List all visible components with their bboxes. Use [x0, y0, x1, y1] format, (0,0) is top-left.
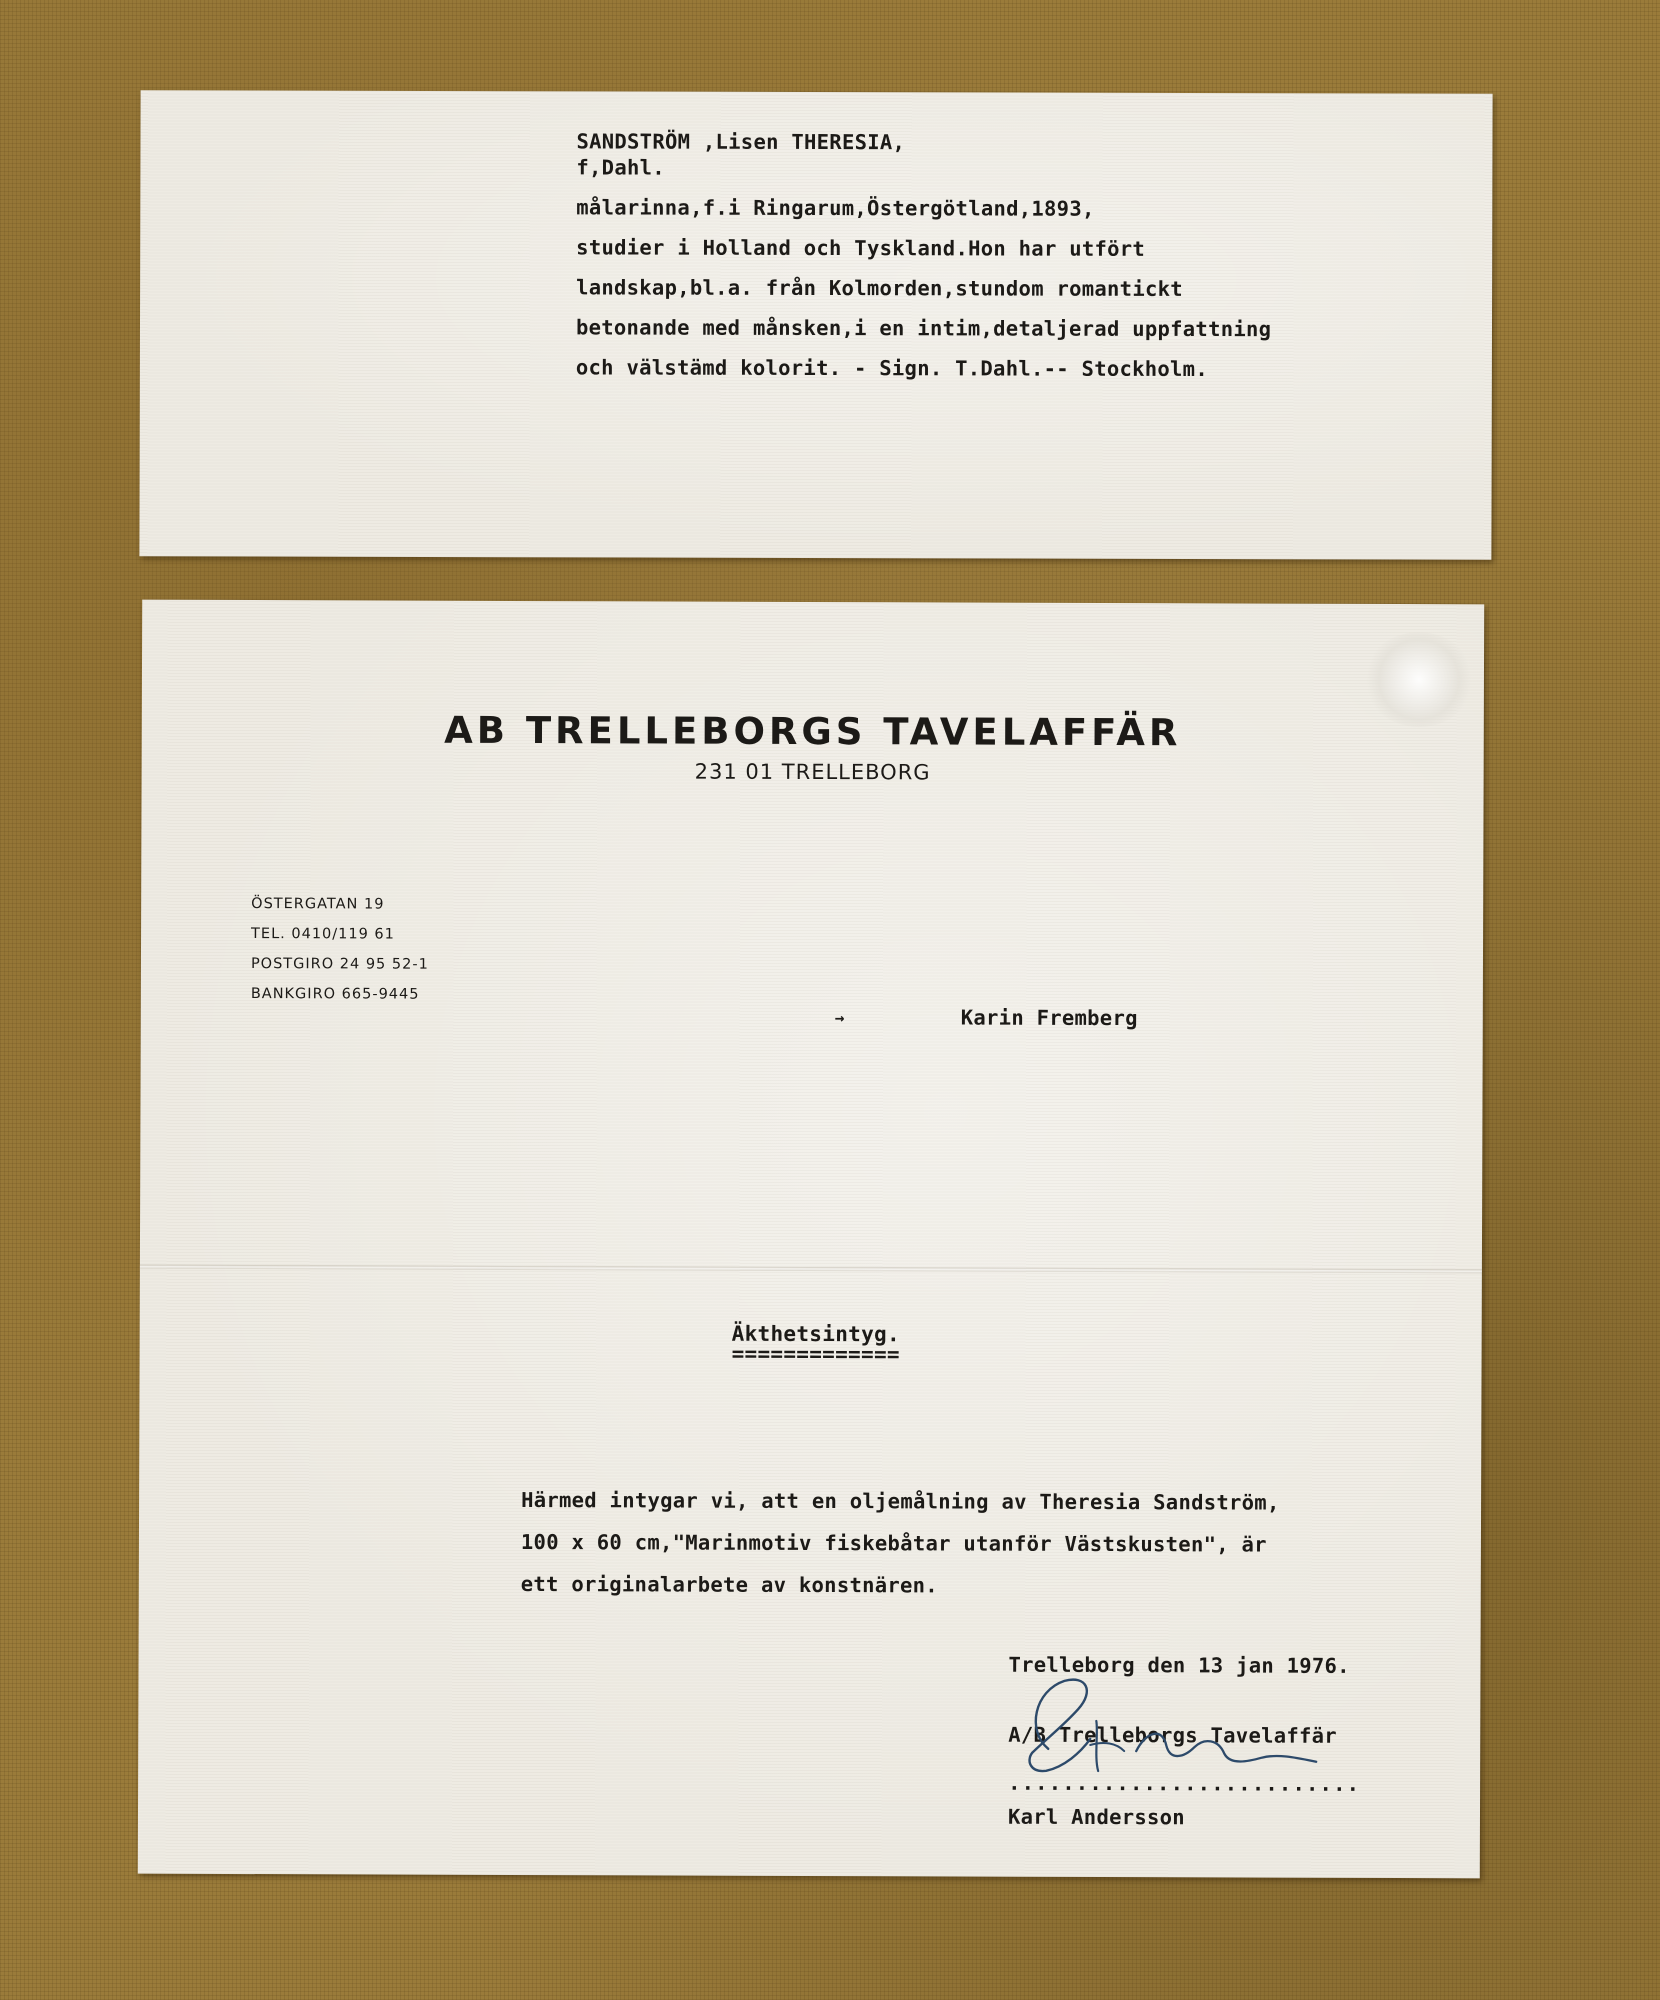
address-bankgiro: BANKGIRO 665-9445: [250, 986, 420, 1003]
biography-slip: [139, 90, 1492, 560]
document-title-underline: =============: [731, 1341, 900, 1367]
address-phone: TEL. 0410/119 61: [251, 926, 395, 943]
slip-line-name: SANDSTRÖM ,Lisen THERESIA,: [576, 129, 906, 155]
firm-signature-line: A/B Trelleborgs Tavelaffär: [1008, 1722, 1338, 1748]
body-line-3: ett originalarbete av konstnären.: [520, 1571, 939, 1598]
body-line-2: 100 x 60 cm,"Marinmotiv fiskebåtar utanför Västskusten", är: [520, 1529, 1267, 1557]
company-city: 231 01 TRELLEBORG: [694, 759, 931, 785]
date-line: Trelleborg den 13 jan 1976.: [1008, 1652, 1350, 1678]
slip-line-maiden: f,Dahl.: [576, 155, 665, 180]
slip-line-studies: studier i Holland och Tyskland.Hon har utfört: [576, 235, 1146, 261]
signature-dots: ..........................: [1008, 1770, 1361, 1796]
address-postgiro: POSTGIRO 24 95 52-1: [250, 956, 429, 973]
authenticity-letter: [138, 600, 1484, 1879]
recipient-name: Karin Fremberg: [960, 1005, 1138, 1031]
recipient-arrow-icon: →: [834, 1008, 845, 1028]
signer-name: Karl Andersson: [1007, 1804, 1186, 1830]
paper-fold: [140, 1265, 1482, 1274]
slip-line-landscapes: landskap,bl.a. från Kolmorden,stundom romantickt: [576, 275, 1183, 301]
company-name: AB TRELLEBORGS TAVELAFFÄR: [444, 708, 1182, 755]
slip-line-birth: målarinna,f.i Ringarum,Östergötland,1893,: [576, 195, 1095, 221]
handwritten-signature: [986, 1661, 1326, 1792]
body-line-1: Härmed intygar vi, att en oljemålning av Theresia Sandström,: [521, 1487, 1280, 1515]
address-street: ÖSTERGATAN 19: [251, 896, 385, 913]
document-title: Äkthetsintyg.: [731, 1321, 900, 1347]
slip-line-signature: och välstämd kolorit. - Sign. T.Dahl.-- Stockholm.: [575, 355, 1209, 382]
slip-line-moonlight: betonande med månsken,i en intim,detaljerad uppfattning: [575, 315, 1272, 342]
